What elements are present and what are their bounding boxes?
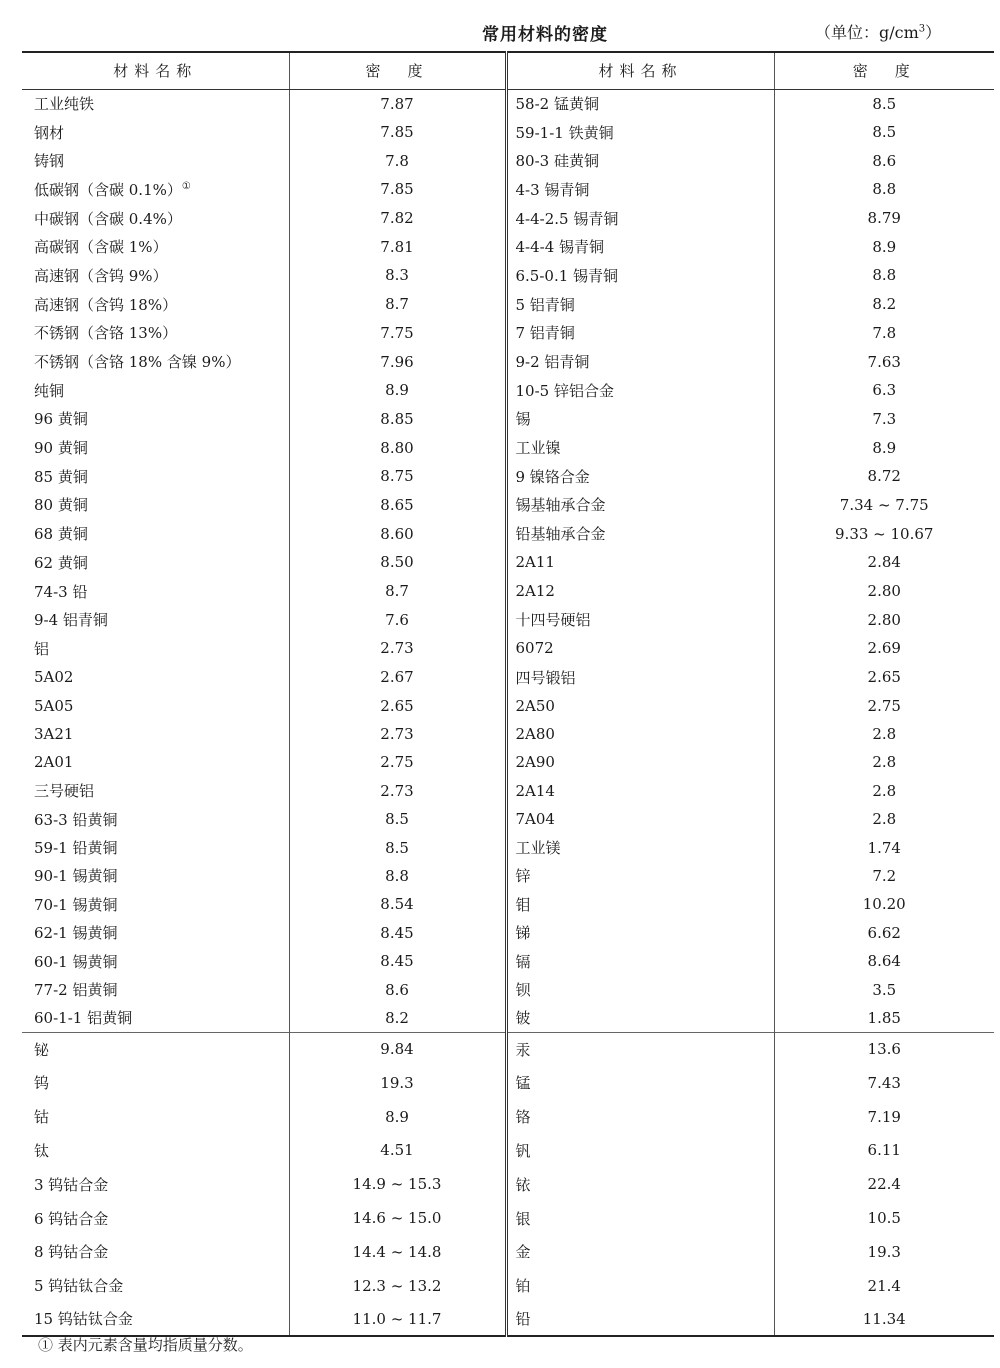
table-row [22,1235,994,1269]
material-name-right: 2A12 [506,577,774,606]
density-value-right: 2.8 [872,753,897,772]
material-name-left [22,89,289,118]
material-name-right: 6072 [506,634,774,663]
material-name-right: 5 铝青铜 [506,290,774,319]
material-name-left [22,975,289,1003]
material-name-right: 铬 [506,1100,774,1134]
material-name-left [22,890,289,918]
material-name-left [22,1235,289,1269]
table-body-group-1 [22,89,994,691]
material-name-right: 6.5-0.1 锡青铜 [506,261,774,290]
material-name-text: 5A02 [34,668,74,687]
material-name-right: 10-5 锌铝合金 [506,376,774,405]
material-name-text: 低碳钢（含碳 0.1%） [34,180,182,199]
material-name-right: 钒 [506,1134,774,1168]
material-name-right: 2A80 [506,720,774,748]
density-value-left: 8.9 [289,1100,506,1134]
header-density-right: 密 度 [774,52,994,89]
density-value-left: 2.73 [289,634,506,663]
density-value-right: 8.8 [872,180,897,199]
density-value-left: 8.50 [289,548,506,577]
unit-exponent: 3 [918,23,926,35]
material-name-right: 59-1-1 铁黄铜 [506,118,774,147]
material-name-left [22,947,289,975]
material-name-text: 不锈钢（含铬 18% 含镍 9%） [34,353,241,372]
material-name-left [22,548,289,577]
unit-label [815,20,941,43]
material-name-text: 96 黄铜 [34,410,88,429]
density-value-right: 1.74 [867,838,901,857]
density-value-left: 8.5 [289,833,506,861]
material-name-right: 工业镁 [506,833,774,861]
material-name-right: 58-2 锰黄铜 [506,89,774,118]
material-name-right: 锑 [506,919,774,947]
density-value-left: 8.9 [289,376,506,405]
density-value-left: 2.65 [289,691,506,719]
table-row [22,261,994,290]
material-name-left [22,805,289,833]
density-value-right: 8.64 [867,952,901,971]
material-name-right: 7A04 [506,805,774,833]
density-value-left: 8.5 [289,805,506,833]
density-value-left: 2.73 [289,720,506,748]
material-name-text: 2A01 [34,753,74,772]
density-value-left: 7.81 [289,232,506,261]
density-value-left: 8.60 [289,519,506,548]
footnote: ① 表内元素含量均指质量分数。 [38,1336,253,1354]
table-row [22,1167,994,1201]
density-value-right: 22.4 [867,1175,901,1194]
material-name-right: 2A90 [506,748,774,776]
density-value-right: 13.6 [774,1032,994,1066]
material-name-left [22,605,289,634]
material-name-text: 80 黄铜 [34,496,88,515]
table-row [22,548,994,577]
density-value-left: 14.6 ~ 15.0 [289,1201,506,1235]
density-value-left: 7.82 [289,204,506,233]
material-name-text: 8 钨钴合金 [34,1243,109,1262]
material-name-left [22,491,289,520]
density-value-right: 7.3 [872,409,897,428]
table-row [22,634,994,663]
material-name-text: 90 黄铜 [34,439,88,458]
table-row [22,1100,994,1134]
density-value-right: 2.65 [867,668,901,687]
table-body-group-3 [22,1032,994,1336]
density-value-left: 8.7 [289,577,506,606]
unit-suffix: ） [925,23,942,42]
material-name-left [22,376,289,405]
material-name-left [22,146,289,175]
material-name-text: 68 黄铜 [34,525,88,544]
density-value-left: 8.2 [289,1004,506,1032]
material-name-text: 钴 [34,1108,50,1127]
material-name-text: 59-1 铅黄铜 [34,839,118,858]
header-material-name-left: 材料名称 [22,52,289,89]
material-name-left [22,577,289,606]
density-value-left: 8.6 [289,975,506,1003]
material-name-text: 铸钢 [34,152,65,171]
density-value-right: 7.63 [867,352,901,371]
material-name-right: 四号锻铝 [506,663,774,692]
table-row [22,691,994,719]
header-material-name-right: 材料名称 [506,52,774,89]
table-row [22,833,994,861]
material-name-text: 3A21 [34,725,74,744]
footnote-marker: ① [181,180,191,192]
material-name-right: 钡 [506,975,774,1003]
material-name-right: 4-4-2.5 锡青铜 [506,204,774,233]
table-row [22,777,994,805]
material-name-text: 85 黄铜 [34,467,88,486]
material-name-left [22,462,289,491]
table-row [22,1004,994,1032]
material-name-text: 60-1 锡黄铜 [34,952,118,971]
material-name-left [22,1100,289,1134]
density-value-right: 2.8 [872,781,897,800]
density-value-right: 10.20 [862,895,906,914]
table-row [22,347,994,376]
material-name-right: 铂 [506,1269,774,1303]
table-row [22,462,994,491]
material-name-left [22,1134,289,1168]
material-name-left [22,290,289,319]
material-name-left [22,691,289,719]
page-header [0,0,1000,50]
table-row [22,805,994,833]
material-name-right: 80-3 硅黄铜 [506,146,774,175]
density-value-left: 2.67 [289,663,506,692]
material-name-text: 62 黄铜 [34,553,88,572]
density-value-left: 2.75 [289,748,506,776]
table-row [22,491,994,520]
material-name-left [22,175,289,204]
material-name-left [22,1269,289,1303]
table-row [22,862,994,890]
table-row [22,1303,994,1337]
density-value-left: 14.9 ~ 15.3 [289,1167,506,1201]
density-value-left: 7.87 [289,89,506,118]
material-name-left [22,261,289,290]
material-name-text: 钛 [34,1141,50,1160]
density-value-right: 9.33 ~ 10.67 [835,524,934,543]
material-name-left [22,347,289,376]
table-row [22,204,994,233]
density-value-right: 2.80 [867,610,901,629]
material-name-text: 15 钨钴钛合金 [34,1310,133,1329]
table-row [22,89,994,118]
material-name-left [22,232,289,261]
material-name-text: 62-1 锡黄铜 [34,924,118,943]
material-name-right: 工业镍 [506,433,774,462]
density-value-left: 7.75 [289,319,506,348]
density-value-left: 7.6 [289,605,506,634]
material-name-right: 金 [506,1235,774,1269]
material-name-right: 2A11 [506,548,774,577]
material-name-left [22,519,289,548]
material-name-text: 钢材 [34,123,65,142]
material-name-right: 锡 [506,405,774,434]
material-name-text: 5A05 [34,696,74,715]
density-value-left: 7.8 [289,146,506,175]
material-name-right: 9 镍铬合金 [506,462,774,491]
material-name-right: 7 铝青铜 [506,319,774,348]
density-value-right: 11.34 [774,1303,994,1337]
material-name-text: 纯铜 [34,381,65,400]
table-title: 常用材料的密度 [482,25,608,45]
density-value-right: 8.9 [872,237,897,256]
material-name-text: 铋 [34,1040,50,1059]
material-name-text: 5 钨钴钛合金 [34,1277,124,1296]
density-value-right: 10.5 [867,1209,901,1227]
table-row [22,1066,994,1100]
material-name-left [22,720,289,748]
density-value-left: 8.45 [289,919,506,947]
density-value-left: 9.84 [289,1032,506,1066]
material-name-text: 60-1-1 铝黄铜 [34,1009,133,1028]
material-name-left [22,663,289,692]
material-name-text: 6 钨钴合金 [34,1209,109,1228]
table-row [22,319,994,348]
table-row [22,577,994,606]
density-value-left: 8.85 [289,405,506,434]
density-value-right: 8.5 [872,123,897,142]
density-table-container [22,51,994,1337]
table-row [22,975,994,1003]
material-name-right: 十四号硬铝 [506,605,774,634]
table-row [22,1134,994,1168]
table-row [22,175,994,204]
material-name-left [22,433,289,462]
table-row [22,919,994,947]
table-row [22,433,994,462]
material-name-text: 高速钢（含钨 18%） [34,295,178,314]
material-name-right: 4-4-4 锡青铜 [506,232,774,261]
material-name-right: 铅基轴承合金 [506,519,774,548]
density-value-left: 8.54 [289,890,506,918]
density-value-left: 8.65 [289,491,506,520]
material-name-left [22,1167,289,1201]
table-row [22,748,994,776]
density-value-left: 4.51 [289,1134,506,1168]
material-name-text: 铝 [34,639,50,658]
density-value-left: 8.3 [289,261,506,290]
material-name-right: 铱 [506,1167,774,1201]
density-value-right: 8.5 [872,94,897,113]
material-name-left [22,833,289,861]
material-name-left [22,777,289,805]
table-row [22,1032,994,1066]
table-body-group-2 [22,691,994,1032]
density-value-right: 19.3 [867,1242,901,1261]
table-row [22,890,994,918]
density-value-right: 8.8 [872,266,897,285]
material-name-right: 铅 [506,1303,774,1337]
material-name-text: 高碳钢（含碳 1%） [34,238,168,257]
density-value-right: 2.75 [867,696,901,715]
density-value-right: 2.8 [872,725,897,744]
density-value-left: 7.85 [289,175,506,204]
material-name-left [22,634,289,663]
header-density-left: 密 度 [289,52,506,89]
density-value-right: 7.8 [872,323,897,342]
material-name-right: 锰 [506,1066,774,1100]
density-value-right: 6.3 [872,381,897,400]
table-row [22,605,994,634]
density-value-left: 19.3 [289,1066,506,1100]
table-row [22,405,994,434]
table-row [22,232,994,261]
header-row [22,52,994,89]
density-value-right: 8.9 [872,438,897,457]
density-value-left: 8.8 [289,862,506,890]
material-name-text: 3 钨钴合金 [34,1175,109,1194]
material-name-right: 钼 [506,890,774,918]
density-value-right: 2.8 [872,810,897,829]
material-name-left [22,405,289,434]
material-name-right: 锡基轴承合金 [506,491,774,520]
unit-prefix: （单位：g/cm [815,23,919,42]
material-name-right: 锌 [506,862,774,890]
density-value-right: 2.80 [867,582,901,601]
material-name-left [22,1201,289,1235]
material-name-right: 9-2 铝青铜 [506,347,774,376]
table-row [22,146,994,175]
material-name-text: 90-1 锡黄铜 [34,867,118,886]
density-value-right: 8.2 [872,295,897,314]
material-name-text: 三号硬铝 [34,782,95,801]
material-name-left [22,204,289,233]
material-name-right: 4-3 锡青铜 [506,175,774,204]
material-name-left [22,1303,289,1337]
density-value-right: 8.72 [867,467,901,486]
density-value-right: 6.62 [867,923,901,942]
density-value-right: 21.4 [867,1276,901,1295]
density-table [22,51,994,1337]
density-value-left: 8.80 [289,433,506,462]
density-value-right: 7.2 [872,866,897,885]
density-value-right: 7.34 ~ 7.75 [839,495,929,514]
material-name-left [22,1066,289,1100]
material-name-left [22,919,289,947]
density-value-left: 12.3 ~ 13.2 [289,1269,506,1303]
material-name-right: 镉 [506,947,774,975]
material-name-right: 银 [506,1201,774,1235]
material-name-left [22,319,289,348]
material-name-left [22,1004,289,1032]
density-value-right: 1.85 [867,1008,901,1027]
density-value-right: 7.19 [867,1107,901,1126]
table-header [22,52,994,89]
material-name-text: 不锈钢（含铬 13%） [34,324,178,343]
material-name-right: 汞 [506,1032,774,1066]
density-value-left: 8.7 [289,290,506,319]
table-row [22,1201,994,1235]
table-row [22,663,994,692]
material-name-text: 77-2 铝黄铜 [34,981,118,1000]
material-name-text: 钨 [34,1074,50,1093]
density-value-left: 7.96 [289,347,506,376]
table-row [22,376,994,405]
material-name-text: 74-3 铅 [34,582,88,601]
material-name-left [22,118,289,147]
material-name-left [22,1032,289,1066]
density-value-left: 14.4 ~ 14.8 [289,1235,506,1269]
density-value-left: 8.45 [289,947,506,975]
material-name-right: 2A14 [506,777,774,805]
density-value-right: 7.43 [867,1073,901,1092]
density-value-left: 11.0 ~ 11.7 [289,1303,506,1337]
density-value-left: 8.75 [289,462,506,491]
density-value-right: 6.11 [867,1141,901,1160]
material-name-text: 高速钢（含钨 9%） [34,266,168,285]
density-value-right: 3.5 [872,980,897,999]
density-value-left: 7.85 [289,118,506,147]
material-name-text: 9-4 铝青铜 [34,611,108,630]
material-name-right: 铍 [506,1004,774,1032]
table-row [22,519,994,548]
density-value-left: 2.73 [289,777,506,805]
material-name-text: 工业纯铁 [34,95,95,114]
table-row [22,720,994,748]
material-name-text: 63-3 铅黄铜 [34,810,118,829]
table-row [22,290,994,319]
material-name-text: 70-1 锡黄铜 [34,895,118,914]
table-row [22,947,994,975]
density-value-right: 2.69 [867,639,901,658]
table-row [22,118,994,147]
table-row [22,1269,994,1303]
material-name-right: 2A50 [506,691,774,719]
density-value-right: 2.84 [867,553,901,572]
material-name-left [22,748,289,776]
material-name-text: 中碳钢（含碳 0.4%） [34,209,182,228]
density-value-right: 8.6 [872,151,897,170]
density-value-right: 8.79 [867,209,901,228]
material-name-left [22,862,289,890]
